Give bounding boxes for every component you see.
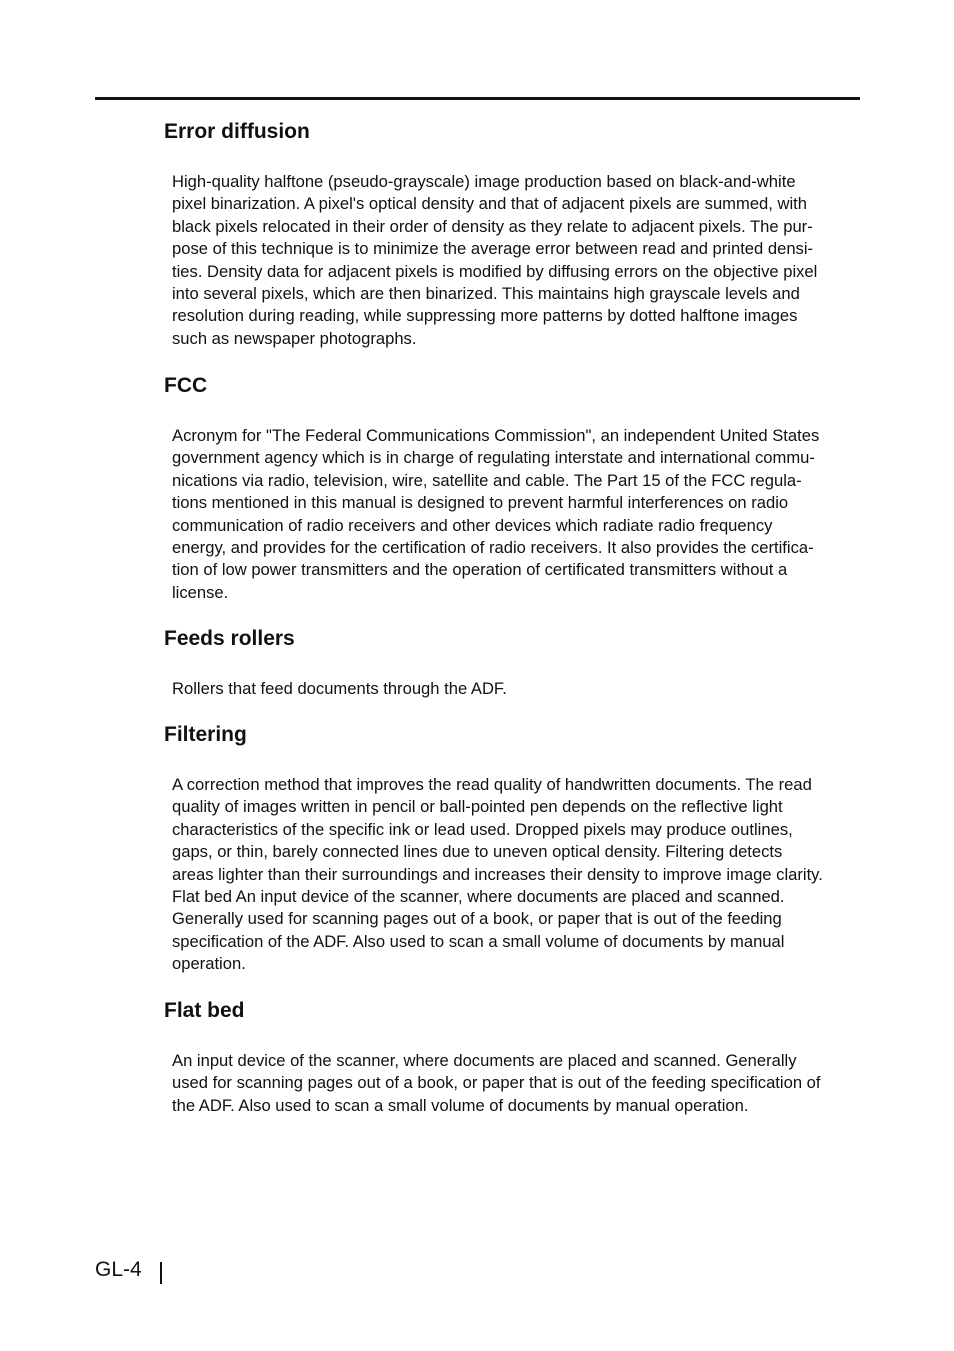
definition-line: pixel binarization. A pixel's optical density and that of adjacent pixels are summed, with: [172, 194, 808, 214]
definition-line: Rollers that feed documents through the ADF.: [172, 679, 507, 698]
definition-line: operation.: [172, 954, 246, 974]
definition-line: government agency which is in charge of regulating interstate and international commu-: [172, 448, 815, 468]
definition-line: specification of the ADF. Also used to scan a small volume of documents by manual: [172, 931, 785, 951]
definition-line: license.: [172, 582, 229, 602]
definition-line: communication of radio receivers and other devices which radiate radio frequency: [172, 515, 773, 535]
term-heading: Filtering: [164, 723, 247, 746]
definition-line: A correction method that improves the read quality of handwritten documents. The read: [172, 775, 812, 794]
definition-line: tions mentioned in this manual is designed to prevent harmful interferences on radio: [172, 493, 789, 513]
definition-line: gaps, or thin, barely connected lines due to uneven optical density. Filtering detects: [172, 842, 783, 862]
definition-line: nications via radio, television, wire, satellite and cable. The Part 15 of the FCC regula-: [172, 470, 802, 490]
term-heading: FCC: [164, 374, 208, 397]
definition-line: the ADF. Also used to scan a small volume of documents by manual operation.: [172, 1095, 749, 1115]
definition-line: characteristics of the specific ink or lead used. Dropped pixels may produce outlines,: [172, 819, 793, 839]
definition-line: used for scanning pages out of a book, or paper that is out of the feeding specification of: [172, 1073, 821, 1093]
definition-line: resolution during reading, while suppressing more patterns by dotted halftone images: [172, 306, 798, 326]
page-number: GL-4: [95, 1258, 142, 1281]
term-definition: [172, 1050, 860, 1117]
definition-line: areas lighter than their surroundings and increases their density to improve image clarity.: [172, 864, 823, 884]
definition-line: Generally used for scanning pages out of a book, or paper that is out of the feeding: [172, 909, 782, 929]
definition-line: such as newspaper photographs.: [172, 328, 417, 348]
term-heading: Feeds rollers: [164, 627, 295, 650]
definition-line: pose of this technique is to minimize the average error between read and printed densi-: [172, 239, 814, 259]
definition-line: into several pixels, which are then binarized. This maintains high grayscale levels and: [172, 284, 800, 304]
term-definition: [172, 678, 860, 700]
definition-line: Acronym for "The Federal Communications Commission", an independent United States: [172, 426, 820, 445]
definition-line: Flat bed An input device of the scanner, where documents are placed and scanned.: [172, 887, 785, 907]
term-heading: Error diffusion: [164, 120, 310, 143]
definition-line: quality of images written in pencil or ball-pointed pen depends on the reflective light: [172, 797, 783, 817]
term-heading: Flat bed: [164, 999, 245, 1022]
definition-line: An input device of the scanner, where documents are placed and scanned. Generally: [172, 1051, 797, 1070]
term-definition: [172, 774, 860, 976]
term-definition: [172, 425, 860, 604]
footer-divider: [160, 1262, 162, 1284]
definition-line: High-quality halftone (pseudo-grayscale) image production based on black-and-white: [172, 172, 796, 191]
header-rule: [95, 97, 860, 100]
definition-line: ties. Density data for adjacent pixels is modified by diffusing errors on the objective pixel: [172, 261, 818, 281]
definition-line: tion of low power transmitters and the operation of certificated transmitters without a: [172, 560, 788, 580]
definition-line: energy, and provides for the certification of radio receivers. It also provides the certifica-: [172, 538, 814, 558]
definition-line: black pixels relocated in their order of density as they relate to adjacent pixels. The pur-: [172, 216, 813, 236]
term-definition: [172, 171, 860, 350]
